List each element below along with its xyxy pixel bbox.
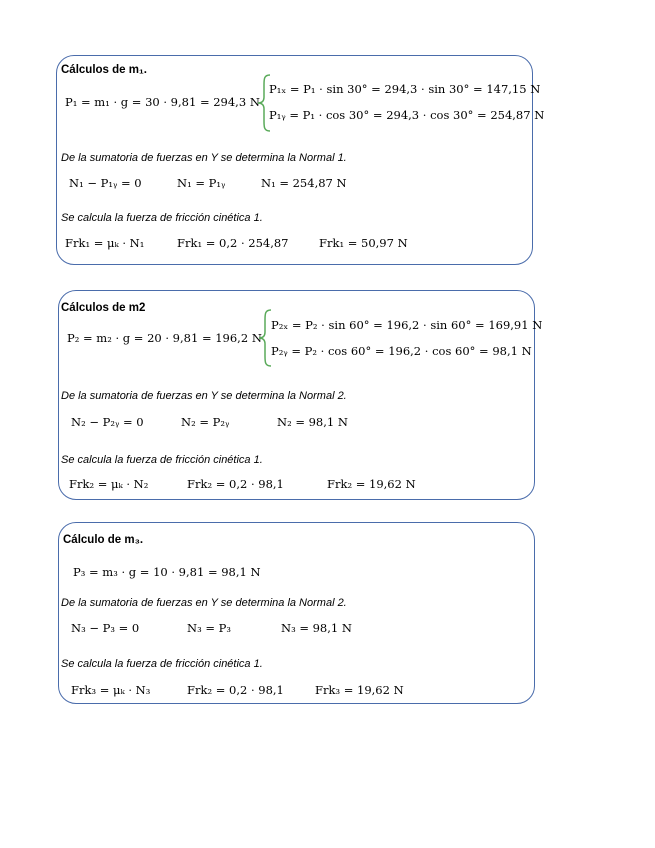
section-2-title: Cálculos de m2 — [61, 302, 146, 314]
section-3-title: Cálculo de m₃. — [63, 534, 144, 546]
section-2-friction-note: Se calcula la fuerza de fricción cinética 1. — [61, 454, 263, 466]
section-1-normal-eq-1: N₁ − P₁ᵧ = 0 — [69, 176, 142, 190]
section-1-normal-eq-2: N₁ = P₁ᵧ — [177, 176, 226, 190]
section-2-normal-eq-2: N₂ = P₂ᵧ — [181, 415, 230, 429]
section-2-friction-eq-3: Frk₂ = 19,62 N — [327, 477, 416, 491]
section-2-friction-eq-1: Frk₂ = μₖ · N₂ — [69, 477, 149, 491]
section-3-friction-eq-1: Frk₃ = μₖ · N₃ — [71, 683, 151, 697]
section-2-py-eq: P₂ᵧ = P₂ · cos 60° = 196,2 · cos 60° = 98,1 N — [271, 344, 532, 358]
section-2-friction-eq-2: Frk₂ = 0,2 · 98,1 — [187, 477, 284, 491]
section-1-box — [56, 55, 545, 265]
section-3-normal-eq-3: N₃ = 98,1 N — [281, 621, 352, 635]
section-1-friction-eq-2: Frk₁ = 0,2 · 254,87 — [177, 236, 289, 250]
section-3-weight-eq: P₃ = m₃ · g = 10 · 9,81 = 98,1 N — [73, 565, 261, 579]
section-1-normal-note: De la sumatoria de fuerzas en Y se determina la Normal 1. — [61, 152, 347, 164]
section-3-friction-eq-2: Frk₂ = 0,2 · 98,1 — [187, 683, 284, 697]
section-1-py-eq: P₁ᵧ = P₁ · cos 30° = 294,3 · cos 30° = 254,87 N — [269, 108, 545, 122]
section-1-friction-note: Se calcula la fuerza de fricción cinética 1. — [61, 212, 263, 224]
section-3-box — [58, 522, 535, 704]
section-2-px-eq: P₂ₓ = P₂ · sin 60° = 196,2 · sin 60° = 169,91 N — [271, 318, 543, 332]
section-2-normal-eq-3: N₂ = 98,1 N — [277, 415, 348, 429]
section-3-normal-eq-1: N₃ − P₃ = 0 — [71, 621, 140, 635]
section-2-normal-note: De la sumatoria de fuerzas en Y se determina la Normal 2. — [61, 390, 347, 402]
section-1-friction-eq-3: Frk₁ = 50,97 N — [319, 236, 408, 250]
curly-brace-icon — [257, 308, 273, 368]
section-1-px-eq: P₁ₓ = P₁ · sin 30° = 294,3 · sin 30° = 147,15 N — [269, 82, 541, 96]
section-3-friction-eq-3: Frk₃ = 19,62 N — [315, 683, 404, 697]
section-3-friction-note: Se calcula la fuerza de fricción cinética 1. — [61, 658, 263, 670]
section-2-normal-eq-1: N₂ − P₂ᵧ = 0 — [71, 415, 144, 429]
section-1-weight-eq: P₁ = m₁ · g = 30 · 9,81 = 294,3 N — [65, 95, 260, 109]
section-3-normal-eq-2: N₃ = P₃ — [187, 621, 231, 635]
section-2-box — [58, 290, 543, 500]
section-2-weight-eq: P₂ = m₂ · g = 20 · 9,81 = 196,2 N — [67, 331, 262, 345]
section-1-title: Cálculos de m₁. — [61, 64, 147, 76]
section-1-friction-eq-1: Frk₁ = μₖ · N₁ — [65, 236, 145, 250]
section-3-normal-note: De la sumatoria de fuerzas en Y se determina la Normal 2. — [61, 597, 347, 609]
section-1-normal-eq-3: N₁ = 254,87 N — [261, 176, 347, 190]
